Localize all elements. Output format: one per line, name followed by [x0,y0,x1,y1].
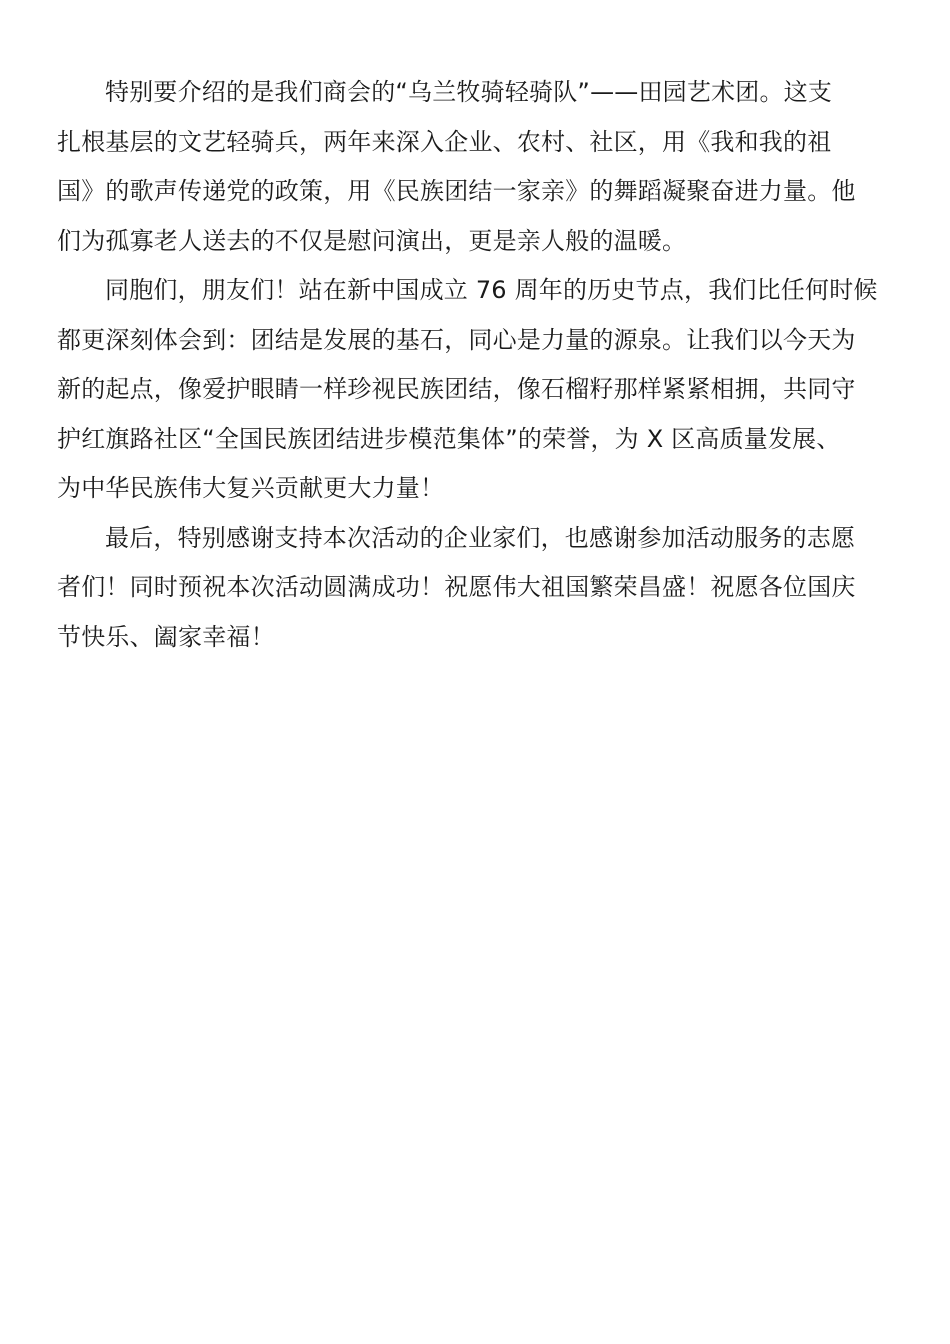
text-line: 为中华民族伟大复兴贡献更大力量！ [57,474,445,502]
text-line: 特别要介绍的是我们商会的“乌兰牧骑轻骑队”——田园艺术团。这支 [105,78,833,106]
paragraph-closing [57,514,897,663]
text-line: 国》的歌声传递党的政策，用《民族团结一家亲》的舞蹈凝聚奋进力量。他 [57,177,856,205]
text-line: 都更深刻体会到：团结是发展的基石，同心是力量的源泉。让我们以今天为 [57,325,856,354]
text-line: 节快乐、阖家幸福！ [57,622,275,651]
document-body [57,68,897,662]
paragraph-art-troupe [57,68,897,266]
text-line: 们为孤寡老人送去的不仅是慰问演出，更是亲人般的温暖。 [57,226,687,255]
text-line: 最后，特别感谢支持本次活动的企业家们，也感谢参加活动服务的志愿 [105,523,856,552]
text-line: 者们！同时预祝本次活动圆满成功！祝愿伟大祖国繁荣昌盛！祝愿各位国庆 [57,573,856,601]
paragraph-compatriots [57,266,897,514]
text-line: 同胞们，朋友们！站在新中国成立 76 周年的历史节点，我们比任何时候 [105,276,878,304]
text-line: 护红旗路社区“全国民族团结进步模范集体”的荣誉，为 X 区高质量发展、 [57,424,841,453]
text-line: 新的起点，像爱护眼睛一样珍视民族团结，像石榴籽那样紧紧相拥，共同守 [57,375,856,403]
text-line: 扎根基层的文艺轻骑兵，两年来深入企业、农村、社区，用《我和我的祖 [57,127,832,156]
